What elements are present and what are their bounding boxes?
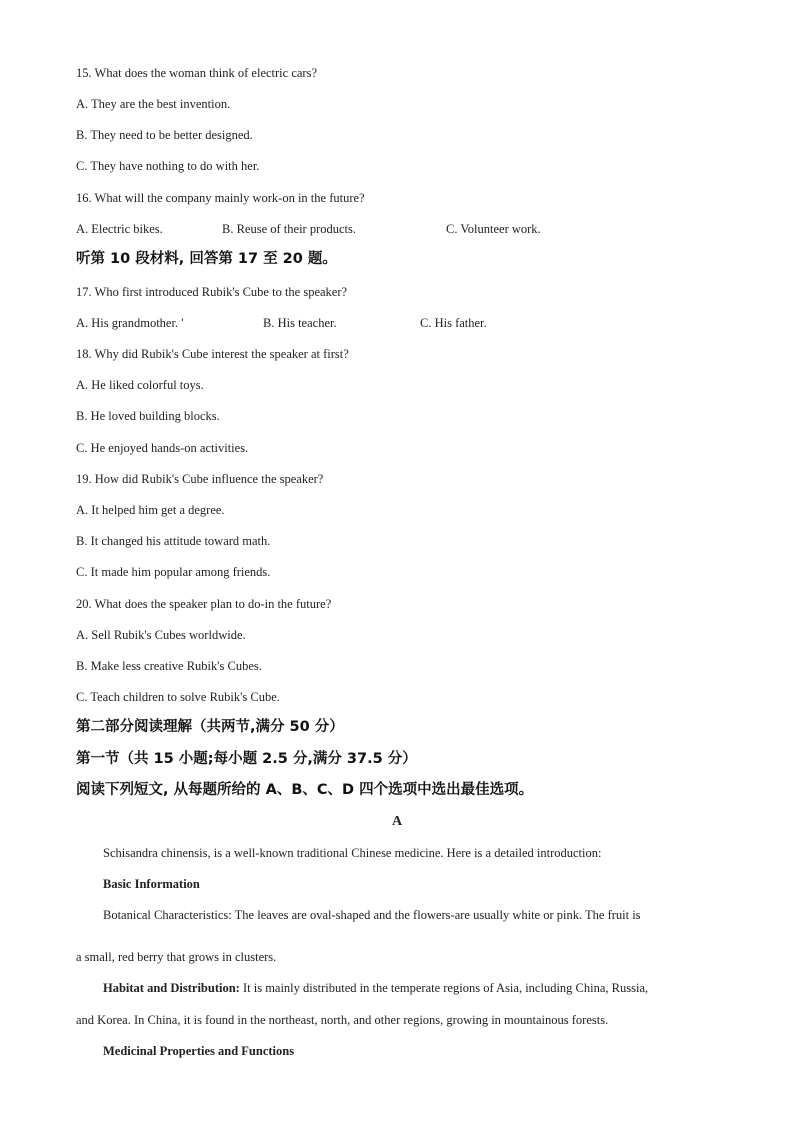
habitat-line-1 [103, 980, 648, 996]
question-17: 17. Who first introduced Rubik's Cube to the speaker? [76, 285, 348, 299]
question-15: 15. What does the woman think of electric cars? [76, 66, 318, 80]
q19-option-b: B. It changed his attitude toward math. [76, 534, 271, 548]
question-20: 20. What does the speaker plan to do-in the future? [76, 597, 332, 611]
q17-option-b: B. His teacher. [263, 316, 337, 330]
q18-option-a: A. He liked colorful toys. [76, 378, 204, 392]
section-1-heading: 第一节（共 15 小题;每小题 2.5 分,满分 37.5 分） [76, 751, 417, 767]
q15-option-a: A. They are the best invention. [76, 97, 231, 111]
habitat-text-1: It is mainly distributed in the temperate regions of Asia, including China, Russia, [239, 981, 649, 995]
reading-instruction: 阅读下列短文, 从每题所给的 A、B、C、D 四个选项中选出最佳选项。 [76, 782, 534, 798]
medicinal-properties-heading: Medicinal Properties and Functions [103, 1044, 295, 1058]
habitat-line-2: and Korea. In China, it is found in the northeast, north, and other regions, growing in mountainous forests. [76, 1013, 609, 1027]
q20-option-b: B. Make less creative Rubik's Cubes. [76, 659, 262, 673]
q19-option-c: C. It made him popular among friends. [76, 565, 271, 579]
question-19: 19. How did Rubik's Cube influence the speaker? [76, 472, 324, 486]
q16-option-c: C. Volunteer work. [446, 222, 541, 236]
habitat-heading: Habitat and Distribution: [103, 981, 240, 995]
q18-option-b: B. He loved building blocks. [76, 409, 220, 423]
q19-option-a: A. It helped him get a degree. [76, 503, 225, 517]
q17-option-c: C. His father. [420, 316, 487, 330]
basic-information-heading: Basic Information [103, 877, 200, 891]
q16-option-b: B. Reuse of their products. [222, 222, 357, 236]
part-2-heading: 第二部分阅读理解（共两节,满分 50 分） [76, 719, 344, 735]
q16-option-a: A. Electric bikes. [76, 222, 163, 236]
q15-option-b: B. They need to be better designed. [76, 128, 253, 142]
q18-option-c: C. He enjoyed hands-on activities. [76, 441, 249, 455]
q17-option-a: A. His grandmother. ' [76, 316, 184, 330]
q20-option-a: A. Sell Rubik's Cubes worldwide. [76, 628, 246, 642]
q20-option-c: C. Teach children to solve Rubik's Cube. [76, 690, 280, 704]
botanical-characteristics-line-2: a small, red berry that grows in clusters. [76, 950, 277, 964]
section-10-heading: 听第 10 段材料, 回答第 17 至 20 题。 [76, 251, 337, 267]
question-16: 16. What will the company mainly work-on in the future? [76, 191, 365, 205]
q15-option-c: C. They have nothing to do with her. [76, 159, 260, 173]
passage-label: A [391, 814, 403, 829]
passage-intro: Schisandra chinensis, is a well-known traditional Chinese medicine. Here is a detailed introduction: [103, 846, 602, 860]
question-18: 18. Why did Rubik's Cube interest the speaker at first? [76, 347, 349, 361]
botanical-characteristics-line-1: Botanical Characteristics: The leaves are oval-shaped and the flowers-are usually white or pink. The fruit is [103, 908, 641, 922]
